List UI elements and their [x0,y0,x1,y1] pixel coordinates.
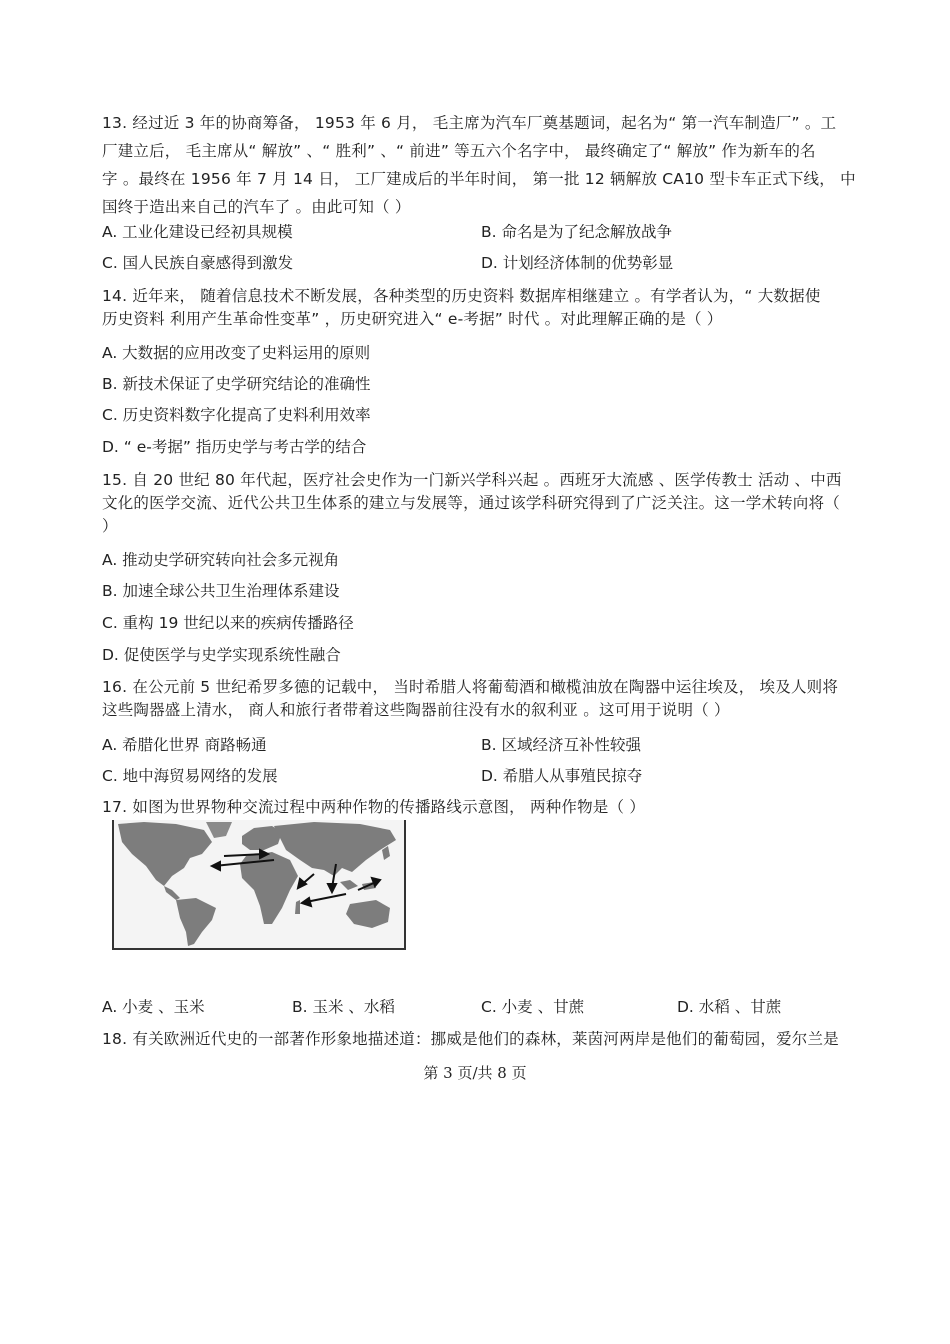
q15-option-b[interactable]: B. 加速全球公共卫生治理体系建设 [102,582,340,600]
q13-option-c[interactable]: C. 国人民族自豪感得到激发 [102,254,294,272]
q14-option-a[interactable]: A. 大数据的应用改变了史料运用的原则 [102,344,371,362]
q13-stem-line-3: 字 。最终在 1956 年 7 月 14 日， 工厂建成后的半年时间， 第一批 12 辆解放 CA10 型卡车正式下线， 中 [102,170,856,188]
q13-stem-line-1: 13. 经过近 3 年的协商筹备， 1953 年 6 月， 毛主席为汽车厂奠基题词，起名为“ 第一汽车制造厂” 。工 [102,114,837,132]
q16-option-a[interactable]: A. 希腊化世界 商路畅通 [102,736,267,754]
q14-stem-line-1: 14. 近年来， 随着信息技术不断发展，各种类型的历史资料 数据库相继建立 。有学者认为，“ 大数据使 [102,287,821,305]
q15-option-d[interactable]: D. 促使医学与史学实现系统性融合 [102,646,341,664]
q17-option-a[interactable]: A. 小麦 、玉米 [102,998,205,1016]
q16-option-c[interactable]: C. 地中海贸易网络的发展 [102,767,278,785]
q18-stem-line-1: 18. 有关欧洲近代史的一部著作形象地描述道：挪威是他们的森林，莱茵河两岸是他们的葡萄园，爱尔兰是 [102,1030,839,1048]
q14-option-b[interactable]: B. 新技术保证了史学研究结论的准确性 [102,375,371,393]
q15-option-a[interactable]: A. 推动史学研究转向社会多元视角 [102,551,340,569]
q14-option-c[interactable]: C. 历史资料数字化提高了史料利用效率 [102,406,371,424]
q15-stem-line-3: ） [102,517,118,535]
q15-option-c[interactable]: C. 重构 19 世纪以来的疾病传播路径 [102,614,354,632]
world-map-icon [114,820,404,948]
world-map-figure [112,820,406,950]
q16-stem-line-1: 16. 在公元前 5 世纪希罗多德的记载中， 当时希腊人将葡萄酒和橄榄油放在陶器中运往埃及， 埃及人则将 [102,678,839,696]
page-number: 第 3 页/共 8 页 [423,1064,527,1082]
q14-option-d[interactable]: D. “ e-考据” 指历史学与考古学的结合 [102,438,367,456]
q16-stem-line-2: 这些陶器盛上清水， 商人和旅行者带着这些陶器前往没有水的叙利亚 。这可用于说明（ ） [102,701,730,719]
q17-option-b[interactable]: B. 玉米 、水稻 [292,998,395,1016]
q17-option-c[interactable]: C. 小麦 、甘蔗 [481,998,585,1016]
q16-option-b[interactable]: B. 区域经济互补性较强 [481,736,641,754]
q13-stem-line-2: 厂建立后， 毛主席从“ 解放” 、“ 胜利” 、“ 前进” 等五六个名字中， 最终确定了“ 解放” 作为新车的名 [102,142,816,160]
q15-stem-line-1: 15. 自 20 世纪 80 年代起，医疗社会史作为一门新兴学科兴起 。西班牙大流感 、医学传教士 活动 、中西 [102,471,842,489]
q13-option-d[interactable]: D. 计划经济体制的优势彰显 [481,254,674,272]
q13-stem-line-4: 国终于造出来自己的汽车了 。由此可知（ ） [102,198,411,216]
q17-stem-line-1: 17. 如图为世界物种交流过程中两种作物的传播路线示意图， 两种作物是（ ） [102,798,646,816]
q17-option-d[interactable]: D. 水稻 、甘蔗 [677,998,782,1016]
q13-option-b[interactable]: B. 命名是为了纪念解放战争 [481,223,672,241]
q14-stem-line-2: 历史资料 利用产生革命性变革” ，历史研究进入“ e-考据” 时代 。对此理解正确的是（ ） [102,310,723,328]
q16-option-d[interactable]: D. 希腊人从事殖民掠夺 [481,767,643,785]
q15-stem-line-2: 文化的医学交流、近代公共卫生体系的建立与发展等，通过该学科研究得到了广泛关注。这一学术转向将（ [102,494,840,512]
q13-option-a[interactable]: A. 工业化建设已经初具规模 [102,223,293,241]
